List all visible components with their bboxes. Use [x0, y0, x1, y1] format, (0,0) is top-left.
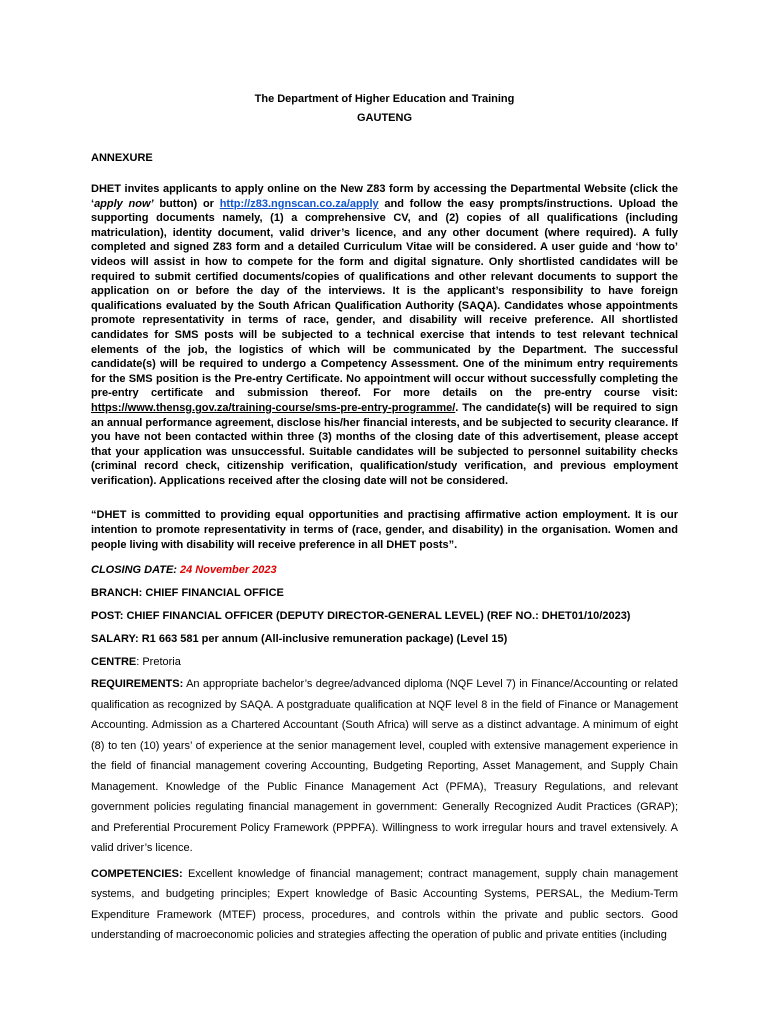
- requirements-label: REQUIREMENTS:: [91, 678, 184, 691]
- department-title: The Department of Higher Education and Training: [254, 93, 515, 105]
- province-title: GAUTENG: [357, 112, 412, 124]
- intro-paragraph: [91, 182, 678, 488]
- centre-line: [91, 656, 678, 669]
- centre-value: : Pretoria: [136, 656, 181, 669]
- pre-entry-course-link[interactable]: https://www.thensg.gov.za/training-course/sms-pre-entry-programme/: [91, 401, 456, 414]
- intro-text-1: DHET invites applicants to apply online on the New Z83 form by accessing the Departmental Website (click the ‘: [91, 183, 678, 210]
- closing-date-value: 24 November 2023: [180, 564, 277, 577]
- equal-opportunity-statement: “DHET is committed to providing equal opportunities and practising affirmative action employment. It is our intention to promote representativity in terms of (race, gender, and disability) in the organisation. Women and people living with disability will receive preference in all DHET posts”.: [91, 509, 678, 551]
- post-title-line: POST: CHIEF FINANCIAL OFFICER (DEPUTY DIRECTOR-GENERAL LEVEL) (REF NO.: DHET01/10/2023): [91, 610, 631, 623]
- apply-now-text: apply now’: [94, 197, 154, 210]
- salary-line: SALARY: R1 663 581 per annum (All-inclusive remuneration package) (Level 15): [91, 633, 508, 646]
- branch-line: BRANCH: CHIEF FINANCIAL OFFICE: [91, 587, 284, 600]
- competencies-label: COMPETENCIES:: [91, 867, 183, 880]
- apply-link[interactable]: http://z83.ngnscan.co.za/apply: [219, 197, 379, 210]
- competencies-paragraph: [91, 864, 678, 946]
- intro-text-3: and follow the easy prompts/instructions. Upload the supporting documents namely, (1) a comprehensive CV, and (2) copies of all qualifications (including matriculation), identity document, valid driver’s licence, and any other document (where required). A fully completed and signed Z83 form and a detailed Curriculum Vitae will be considered. A user guide and ‘how to’ videos will assist in how to compete for the form and digital signature. Only shortlisted candidates will be required to submit certified documents/copies of qualifications and other relevant documents to support the application on or before the day of the interviews. It is the applicant’s responsibility to have foreign qualifications evaluated by the South African Qualification Authority (SAQA). Candidates whose appointments promote representativity in terms of race, gender, and disability will receive preference. All shortlisted candidates for SMS posts will be subjected to a technical exercise that intends to test relevant technical elements of the job, the logistics of which will be communicated by the Department. The successful candidate(s) will be required to undergo a Competency Assessment. One of the minimum entry requirements for the SMS position is the Pre-entry Certificate. No appointment will occur without successfully completing the pre-entry certificate and submission thereof. For more details on the pre-entry course visit:: [91, 197, 678, 400]
- closing-date-label: CLOSING DATE:: [91, 564, 181, 577]
- document-content: [91, 0, 678, 946]
- requirements-text: An appropriate bachelor’s degree/advanced diploma (NQF Level 7) in Finance/Accounting or related qualification as recognized by SAQA. A postgraduate qualification at NQF level 8 in the field of Finance or Management Accounting. Admission as a Chartered Accountant (South Africa) will serve as a distinct advantage. A minimum of eight (8) to ten (10) years’ of experience at the senior management level, coupled with extensive management experience in the field of financial management covering Accounting, Budgeting Reporting, Asset Management, and Supply Chain Management. Knowledge of the Public Finance Management Act (PFMA), Treasury Regulations, and relevant government policies regulating financial management in government: Generally Recognized Audit Practices (GRAP); and Preferential Procurement Policy Framework (PPPFA). Willingness to work irregular hours and travel extensively. A valid driver’s licence.: [91, 678, 678, 855]
- intro-text-2: button) or: [153, 197, 220, 210]
- closing-date: [91, 564, 678, 577]
- annexure-heading: ANNEXURE: [91, 152, 153, 164]
- requirements-paragraph: [91, 674, 678, 859]
- centre-label: CENTRE: [91, 656, 137, 669]
- competencies-text: Excellent knowledge of financial management; contract management, supply chain management systems, and budgeting principles; Expert knowledge of Basic Accounting Systems, PERSAL, the Medium-Term Expenditure Framework (MTEF) process, procedures, and controls within the private and public sectors. Good understanding of macroeconomic policies and strategies affecting the operation of public and private entities (including: [91, 867, 678, 942]
- intro-text-4: . The candidate(s) will be required to sign an annual performance agreement, disclose his/her financial interests, and be subjected to security clearance. If you have not been contacted within three (3) months of the closing date of this advertisement, please accept that your application was unsuccessful. Suitable candidates will be subjected to personnel suitability checks (criminal record check, citizenship verification, qualification/study verification, and previous employment verification). Applications received after the closing date will not be considered.: [91, 401, 678, 487]
